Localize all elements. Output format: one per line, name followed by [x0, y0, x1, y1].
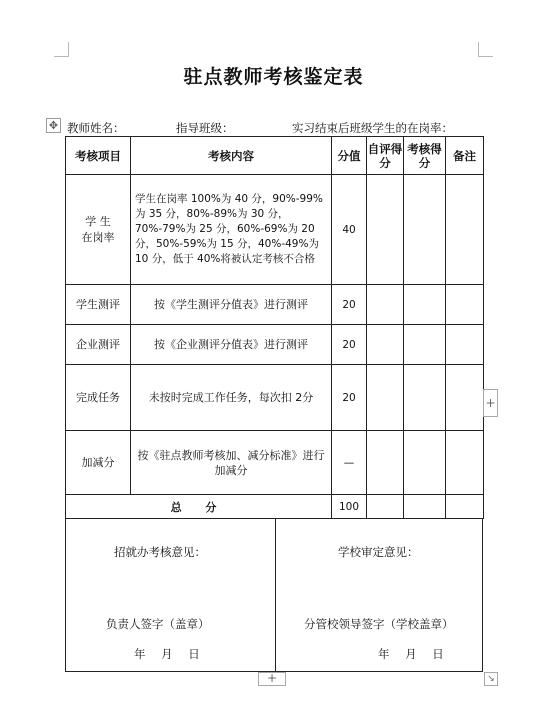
row-check-score-cell[interactable] — [404, 325, 446, 365]
page-corner-mark-right — [478, 42, 493, 57]
row-score: — — [332, 431, 367, 495]
admissions-signature-label: 负责人签字（盖章） — [106, 617, 210, 631]
school-opinion-label: 学校审定意见： — [338, 545, 419, 559]
row-self-score-cell[interactable] — [367, 175, 404, 285]
total-score: 100 — [332, 495, 367, 519]
row-score: 40 — [332, 175, 367, 285]
row-note-cell[interactable] — [446, 431, 484, 495]
row-content: 未按时完成工作任务，每次扣 2分 — [131, 365, 332, 431]
row-content: 按《学生测评分值表》进行测评 — [131, 285, 332, 325]
row-check-score-cell[interactable] — [404, 175, 446, 285]
document-title: 驻点教师考核鉴定表 — [183, 66, 364, 88]
total-note-cell[interactable] — [446, 495, 484, 519]
table-resize-handle-icon[interactable]: ↘ — [484, 672, 498, 686]
header-note: 备注 — [446, 137, 484, 175]
teacher-name-label: 教师姓名： — [67, 121, 125, 135]
table-move-handle-icon[interactable]: ✥ — [46, 118, 61, 133]
opinions-divider — [275, 518, 276, 671]
table-row — [66, 175, 484, 285]
opinions-section — [65, 518, 483, 672]
admissions-date-label: 年 月 日 — [134, 647, 200, 661]
row-check-score-cell[interactable] — [404, 431, 446, 495]
admissions-opinion-label: 招就办考核意见： — [114, 545, 206, 559]
header-self-score: 自评得分 — [367, 137, 404, 175]
row-note-cell[interactable] — [446, 365, 484, 431]
page-corner-mark-left — [54, 42, 69, 57]
row-self-score-cell[interactable] — [367, 285, 404, 325]
header-row — [66, 137, 484, 175]
header-item: 考核项目 — [66, 137, 131, 175]
row-item: 企业测评 — [66, 325, 131, 365]
row-item: 加减分 — [66, 431, 131, 495]
total-check-score-cell[interactable] — [404, 495, 446, 519]
table-row — [66, 325, 484, 365]
row-score: 20 — [332, 285, 367, 325]
row-note-cell[interactable] — [446, 285, 484, 325]
row-score: 20 — [332, 365, 367, 431]
row-content: 学生在岗率 100%为 40 分，90%-99%为 35 分，80%-89%为 30 分，70%-79%为 25 分，60%-69%为 20 分，50%-59%为 15 分，40%-49%为 10 分，低于 40%将被认定考核不合格 — [131, 175, 332, 285]
row-note-cell[interactable] — [446, 325, 484, 365]
row-score: 20 — [332, 325, 367, 365]
school-signature-label: 分管校领导签字（学校盖章） — [304, 617, 454, 631]
header-content: 考核内容 — [131, 137, 332, 175]
row-check-score-cell[interactable] — [404, 365, 446, 431]
table-row — [66, 431, 484, 495]
add-column-button[interactable]: + — [483, 389, 498, 417]
school-date-label: 年 月 日 — [378, 647, 444, 661]
row-self-score-cell[interactable] — [367, 325, 404, 365]
row-item: 学生测评 — [66, 285, 131, 325]
assessment-table — [65, 136, 484, 519]
on-post-rate-label: 实习结束后班级学生的在岗率： — [292, 121, 453, 135]
add-row-button[interactable]: + — [258, 672, 286, 686]
table-row — [66, 285, 484, 325]
header-check-score: 考核得分 — [404, 137, 446, 175]
total-self-score-cell[interactable] — [367, 495, 404, 519]
row-item: 学 生 在岗率 — [66, 175, 131, 285]
guide-class-label: 指导班级： — [176, 121, 234, 135]
total-label: 总 分 — [66, 495, 332, 519]
row-self-score-cell[interactable] — [367, 365, 404, 431]
header-score: 分值 — [332, 137, 367, 175]
total-row — [66, 495, 484, 519]
row-content: 按《驻点教师考核加、减分标准》进行加减分 — [131, 431, 332, 495]
row-item: 完成任务 — [66, 365, 131, 431]
row-self-score-cell[interactable] — [367, 431, 404, 495]
row-note-cell[interactable] — [446, 175, 484, 285]
row-content: 按《企业测评分值表》进行测评 — [131, 325, 332, 365]
table-row — [66, 365, 484, 431]
row-check-score-cell[interactable] — [404, 285, 446, 325]
